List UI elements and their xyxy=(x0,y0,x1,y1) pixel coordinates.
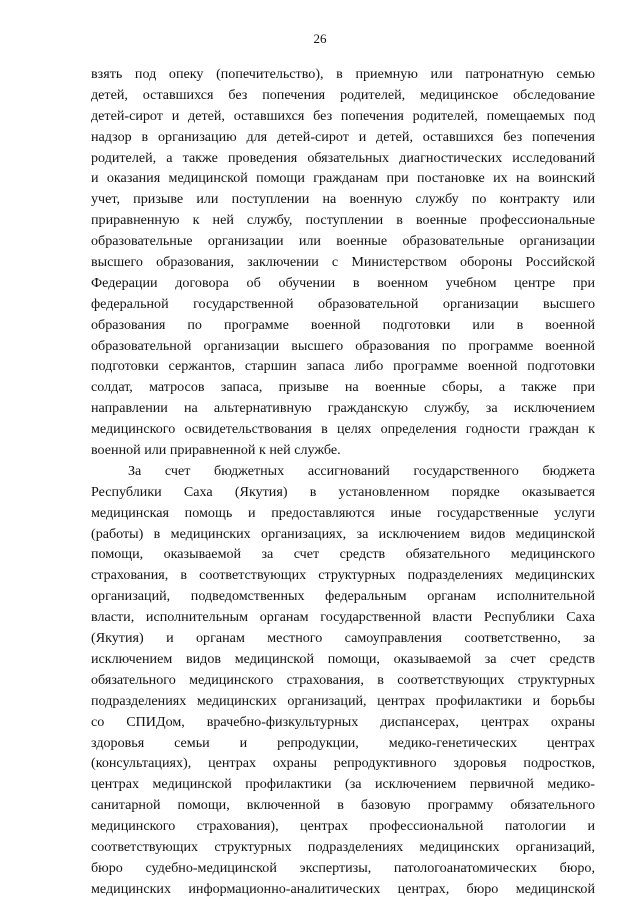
text-line: медицинского освидетельствования в целях определения годности граждан к xyxy=(91,421,595,438)
text-line: высшего образования, заключении с Министерством обороны Российской xyxy=(91,254,595,271)
text-line: (консультациях), центрах охраны репродуктивного здоровья подростков, xyxy=(91,755,595,772)
text-line: страхования, в соответствующих структурных подразделениях медицинских xyxy=(91,567,595,584)
text-line: организаций, подведомственных федеральным органам исполнительной xyxy=(91,588,595,605)
paragraph xyxy=(91,64,595,461)
text-line: власти, исполнительным органам государственной власти Республики Саха xyxy=(91,609,595,626)
text-line: (Якутия) и органам местного самоуправления соответственно, за xyxy=(91,630,595,647)
text-line: Федерации договора об обучении в военном учебном центре при xyxy=(91,274,595,291)
text-line: родителей, а также проведения обязательных диагностических исследований xyxy=(91,149,595,166)
text-line: исключением видов медицинской помощи, оказываемой за счет средств xyxy=(91,650,595,667)
text-line: обязательного медицинского страхования, в соответствующих структурных xyxy=(91,671,595,688)
text-line: подготовки сержантов, старшин запаса либо программе военной подготовки xyxy=(91,358,595,375)
text-line: военной или приравненной к ней службе. xyxy=(91,442,341,459)
text-line: Республики Саха (Якутия) в установленном порядке оказывается xyxy=(91,483,595,500)
text-line: медицинских информационно-аналитических центрах, бюро медицинской xyxy=(91,880,595,897)
document-body xyxy=(91,64,595,900)
text-line: со СПИДом, врачебно-физкультурных диспансерах, центрах охраны xyxy=(91,713,595,730)
text-line: взять под опеку (попечительство), в приемную или патронатную семью xyxy=(91,66,595,82)
text-line: и оказания медицинской помощи гражданам при постановке их на воинский xyxy=(91,170,595,187)
text-line: помощи, оказываемой за счет средств обязательного медицинского xyxy=(91,546,595,563)
text-line: центрах медицинской профилактики (за исключением первичной медико- xyxy=(91,776,595,793)
text-line: бюро судебно-медицинской экспертизы, патологоанатомических бюро, xyxy=(91,859,595,876)
text-line: здоровья семьи и репродукции, медико-генетических центрах xyxy=(91,734,595,751)
text-line: образовательные организации или военные образовательные организации xyxy=(91,233,595,250)
text-line: медицинская помощь и предоставляются иные государственные услуги xyxy=(91,504,595,521)
text-line: надзор в организацию для детей-сирот и детей, оставшихся без попечения xyxy=(91,128,595,145)
paragraph xyxy=(91,461,595,900)
text-line: федеральной государственной образовательной организации высшего xyxy=(91,295,595,312)
text-line: детей-сирот и детей, оставшихся без попечения родителей, помещаемых под xyxy=(91,107,595,124)
text-line: солдат, матросов запаса, призыве на военные сборы, а также при xyxy=(91,379,595,396)
text-line: медицинского страхования), центрах профессиональной патологии и xyxy=(91,818,595,835)
text-line: образовательной организации высшего образования по программе военной xyxy=(91,337,595,354)
paragraph-container xyxy=(91,64,595,900)
text-line: приравненную к ней службу, поступлении в военные профессиональные xyxy=(91,212,595,229)
page-number: 26 xyxy=(313,31,327,46)
text-line: санитарной помощи, включенной в базовую программу обязательного xyxy=(91,797,595,814)
text-line: подразделениях медицинских организаций, центрах профилактики и борьбы xyxy=(91,692,595,709)
text-line: детей, оставшихся без попечения родителей, медицинское обследование xyxy=(91,86,595,103)
text-line: учет, призыве или поступлении на военную службу по контракту или xyxy=(91,191,595,208)
text-line: соответствующих структурных подразделениях медицинских организаций, xyxy=(91,838,595,855)
text-line: образования по программе военной подготовки или в военной xyxy=(91,316,595,333)
text-line: направлении на альтернативную гражданскую службу, за исключением xyxy=(91,400,595,417)
text-line: За счет бюджетных ассигнований государственного бюджета xyxy=(128,462,595,479)
text-line: (работы) в медицинских организациях, за исключением видов медицинской xyxy=(91,525,595,542)
